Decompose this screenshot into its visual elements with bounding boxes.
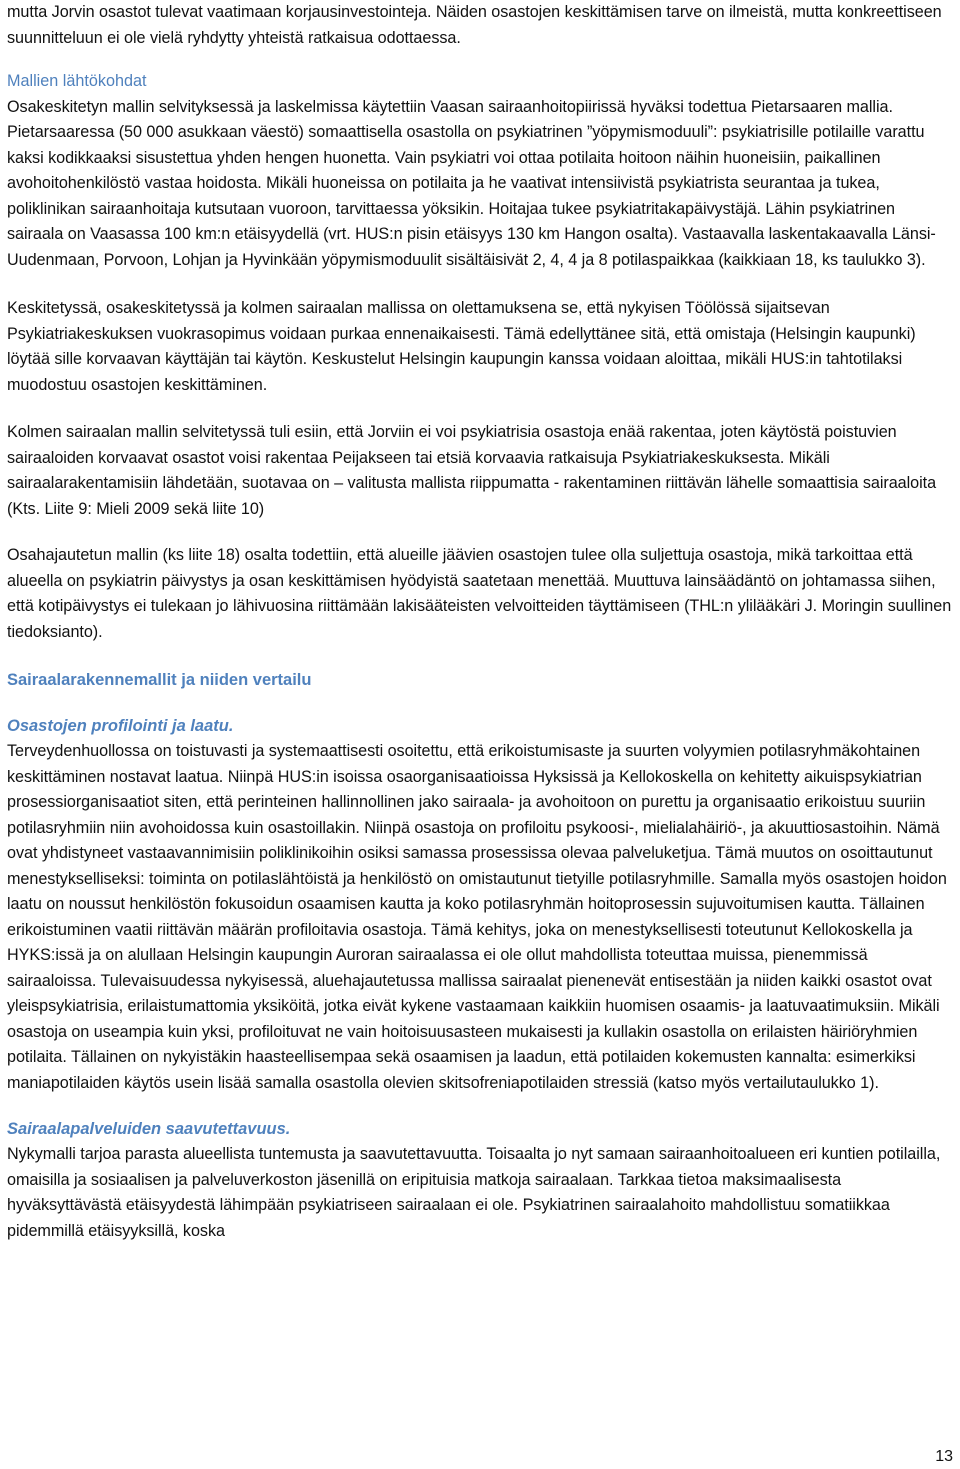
mallien-text-a: Osakeskitetyn mallin selvityksessä ja laskelmissa käytettiin Vaasan sairaanhoitopiirissä hyväksi todettua Pietarsaaren mallia. (7, 97, 893, 116)
mallien-paragraph (7, 95, 953, 274)
osahajautetun-paragraph: Osahajautetun mallin (ks liite 18) osalta todettiin, että alueille jäävien osastojen tulee olla suljettuja osastoja, mikä tarkoittaa että alueella on psykiatrin päivystys ja osan keskittämisen hyödyistä saatetaan menettää. Muuttuva lainsäädäntö on johtamassa siihen, että kotipäivystys ei tulekaan jo lähivuosina riittämään lakisääteisten velvoitteiden täyttämiseen (THL:n ylilääkäri J. Moringin suullinen tiedoksianto). (7, 546, 952, 641)
saavutettavuus-paragraph: Nykymalli tarjoa parasta alueellista tuntemusta ja saavutettavuutta. Toisaalta jo nyt samaan sairaanhoitoalueen eri kuntien potilailla, omaisilla ja sosiaalisen ja palveluverkoston jäsenillä on eripituisia matkoja sairaalaan. Tarkkaa tietoa maksimaalisesta hyväksyttävästä etäisyydestä lähimpään psykiatriseen sairaalaan ei ole. Psykiatrinen sairaalahoito mahdollistuu somatiikkaa pidemmillä etäisyyksillä, koska (7, 1145, 941, 1240)
saavutettavuus-heading: Sairaalapalveluiden saavutettavuus. (7, 1120, 291, 1138)
document-page (7, 0, 953, 1244)
section-heading: Sairaalarakennemallit ja niiden vertailu (7, 671, 312, 689)
mallien-text-b: Pietarsaaressa (50 000 asukkaan väestö) somaattisella osastolla on psykiatrinen ”yöpymismoduuli”: psykiatrisille potilaille varattu kaksi kodikkaaksi sisustettua yhden hengen huonetta. Vain psykiatri voi ottaa potilaita hoitoon näihin huoneisiin, paikallinen avohoitohenkilöstö vastaa hoidosta. Mikäli huoneissa on potilaita ja he vaativat intensiivistä psykiatrista seurantaa ja tukea, poliklinikan sairaanhoitaja kutsutaan vuoroon, tarvittaessa yöksikin. Hoitajaa tukee psykiatritakapäivystäjä. Lähin psykiatrinen sairaala on Vaasassa 100 km:n etäisyydellä (vrt. HUS:n pisin etäisyys 130 km Hangon osalta). Vastaavalla laskentakaavalla Länsi-Uudenmaan, Porvoon, Lohjan ja Hyvinkään yöpymismoduulit sisältäisivät 2, 4, 4 ja 8 potilaspaikkaa (kaikkiaan 18, ks taulukko 3). (7, 123, 936, 269)
page-number: 13 (935, 1448, 953, 1465)
mallien-heading: Mallien lähtökohdat (7, 72, 147, 90)
kolmen-sairaalan-paragraph: Kolmen sairaalan mallin selvitetyssä tuli esiin, että Jorviin ei voi psykiatrisia osastoja enää rakentaa, joten käytöstä poistuvien sairaaloiden korvaavat osastot voisi rakentaa Peijakseen tai etsiä korvaavia ratkaisuja Psykiatriakeskuksesta. Mikäli sairaalarakentamisiin lähdetään, suotavaa on – valitusta mallista riippumatta - rakentaminen riittävän lähelle somaattisia sairaaloita (Kts. Liite 9: Mieli 2009 sekä liite 10) (7, 423, 937, 518)
keskitetyssa-paragraph: Keskitetyssä, osakeskitetyssä ja kolmen sairaalan mallissa on olettamuksena se, että nykyisen Töölössä sijaitsevan Psykiatriakeskuksen vuokrasopimus voidaan purkaa ennenaikaisesti. Tämä edellyttänee sitä, että omistaja (Helsingin kaupunki) löytää sille korvaavan käyttäjän tai käytön. Keskustelut Helsingin kaupungin kanssa voidaan aloittaa, mikäli HUS:in tahtotilaksi muodostuu osastojen keskittäminen. (7, 299, 916, 394)
profilointi-paragraph: Terveydenhuollossa on toistuvasti ja systemaattisesti osoitettu, että erikoistumisaste ja suurten volyymien potilasryhmäkohtainen keskittäminen nostavat laatua. Niinpä HUS:in isoissa osaorganisaatioissa Hyksissä ja Kellokoskella on kehitetty aikuispsykiatrian prosessiorganisaatiot siten, että perinteinen hallinnollinen jako sairaala- ja avohoitoon on purettu ja organisaatio erikoistuu suuriin potilasryhmiin niin avohoidossa kuin osastoillakin. Niinpä osastoja on profiloitu psykoosi-, mielialahäiriö-, ja akuuttiosastoihin. Nämä ovat yhdistyneet vastaavannimisiin poliklinikoihin osiksi samassa prosessissa olevaa palveluketjua. Tämä muutos on osoittautunut menestykselliseksi: toiminta on potilaslähtöistä ja henkilöstö on omistautunut tietyille potilasryhmille. Samalla myös osastojen hoidon laatu on noussut henkilöstön fokusoidun osaamisen kautta ja koko potilasryhmän hoitoprosessin sujuvoitumisen kautta. Tällainen erikoistuminen vaatii riittävän määrän profiloitavia osastoja. Tämä kehitys, joka on menestyksellisesti toteutunut Kellokoskella ja HYKS:issä ja on alullaan Helsingin kaupungin Auroran sairaalassa ei ole ollut mahdollista toteuttaa muissa, pienemmissä sairaaloissa. Tulevaisuudessa nykyisessä, aluehajautetussa mallissa sairaalat pienenevät entisestään ja niiden kaikki osastot ovat yleispsykiatrisia, erilaistumattomia yksiköitä, jotka eivät kykene vastaamaan kaikkiin huomisen osaamis- ja laatuvaatimuksiin. Mikäli osastoja on useampia kuin yksi, profiloituvat ne vain hoitoisuusasteen mukaisesti ja kullakin osastolla on erilaisten häiriöryhmien potilaita. Tällainen on nykyistäkin haasteellisempaa sekä osaamisen ja laadun, että potilaiden kokemusten kannalta: esimerkiksi maniapotilaiden käytös usein lisää samalla osastolla olevien skitsofreniapotilaiden stressiä (katso myös vertailutaulukko 1). (7, 742, 947, 1092)
intro-paragraph: mutta Jorvin osastot tulevat vaatimaan korjausinvestointeja. Näiden osastojen keskittämisen tarve on ilmeistä, mutta konkreettiseen suunnitteluun ei ole vielä ryhdytty yhteistä ratkaisua odottaessa. (7, 3, 942, 47)
profilointi-heading: Osastojen profilointi ja laatu. (7, 717, 234, 735)
